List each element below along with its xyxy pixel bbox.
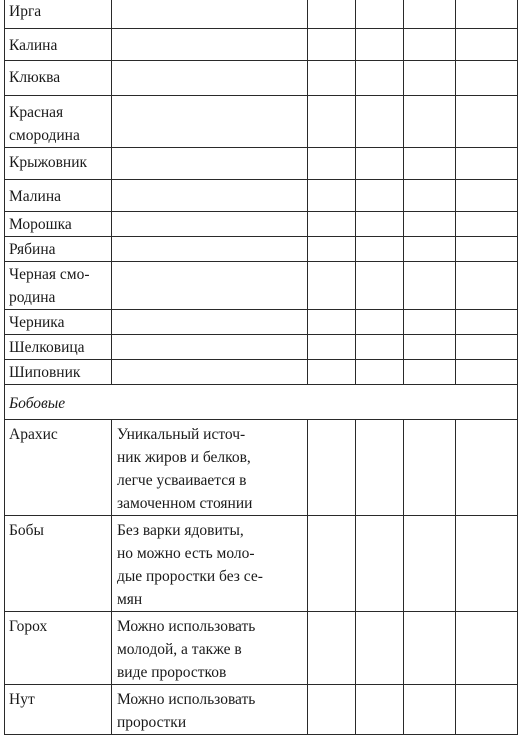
empty-cell (308, 360, 356, 385)
table-row (5, 420, 518, 516)
empty-cell (403, 516, 455, 612)
empty-cell (308, 310, 356, 335)
empty-cell (455, 237, 517, 262)
empty-cell (355, 262, 403, 310)
empty-cell (455, 212, 517, 237)
empty-cell (308, 148, 356, 180)
table-row (5, 612, 518, 685)
table-row (5, 148, 518, 180)
table-row (5, 516, 518, 612)
empty-cell (308, 420, 356, 516)
empty-cell (355, 212, 403, 237)
empty-cell (308, 335, 356, 360)
plant-note (111, 0, 307, 29)
empty-cell (455, 310, 517, 335)
empty-cell (455, 262, 517, 310)
empty-cell (403, 335, 455, 360)
plant-note (111, 61, 307, 96)
empty-cell (355, 29, 403, 61)
empty-cell (455, 180, 517, 212)
empty-cell (308, 685, 356, 735)
plant-note (111, 335, 307, 360)
empty-cell (455, 0, 517, 29)
plant-note (111, 180, 307, 212)
plant-note (111, 310, 307, 335)
table-row (5, 237, 518, 262)
plant-name: Шелковица (5, 335, 112, 360)
plant-note (111, 29, 307, 61)
table-row (5, 96, 518, 148)
empty-cell (308, 180, 356, 212)
empty-cell (455, 516, 517, 612)
empty-cell (355, 148, 403, 180)
empty-cell (455, 685, 517, 735)
table-row (5, 335, 518, 360)
plant-note (111, 237, 307, 262)
plant-name: Крыжовник (5, 148, 112, 180)
empty-cell (308, 237, 356, 262)
empty-cell (403, 0, 455, 29)
empty-cell (403, 61, 455, 96)
empty-cell (308, 61, 356, 96)
plant-name: Черника (5, 310, 112, 335)
empty-cell (355, 516, 403, 612)
empty-cell (355, 61, 403, 96)
empty-cell (403, 310, 455, 335)
empty-cell (308, 29, 356, 61)
section-title: Бобовые (5, 385, 518, 420)
empty-cell (403, 96, 455, 148)
plant-note: Без варки ядовиты, но можно есть моло- дые проростки без се- мян (111, 516, 307, 612)
empty-cell (355, 360, 403, 385)
plant-name: Морошка (5, 212, 112, 237)
table-row (5, 0, 518, 29)
plant-note: Можно использовать проростки (111, 685, 307, 735)
plant-name: Бобы (5, 516, 112, 612)
empty-cell (455, 61, 517, 96)
empty-cell (308, 262, 356, 310)
empty-cell (455, 148, 517, 180)
empty-cell (355, 180, 403, 212)
table-row (5, 180, 518, 212)
plant-name: Ирга (5, 0, 112, 29)
empty-cell (355, 685, 403, 735)
plant-name: Горох (5, 612, 112, 685)
empty-cell (455, 420, 517, 516)
empty-cell (308, 96, 356, 148)
plant-name: Черная смо- родина (5, 262, 112, 310)
plants-table (4, 0, 518, 735)
plant-name: Шиповник (5, 360, 112, 385)
empty-cell (355, 420, 403, 516)
empty-cell (403, 148, 455, 180)
plant-name: Клюква (5, 61, 112, 96)
table-row (5, 212, 518, 237)
table-row (5, 262, 518, 310)
plant-note (111, 360, 307, 385)
empty-cell (308, 516, 356, 612)
empty-cell (308, 612, 356, 685)
empty-cell (355, 237, 403, 262)
empty-cell (308, 0, 356, 29)
empty-cell (403, 420, 455, 516)
plant-note: Уникальный источ- ник жиров и белков, легче усваивается в замоченном стоянии (111, 420, 307, 516)
table-row (5, 685, 518, 735)
empty-cell (403, 360, 455, 385)
table-row (5, 29, 518, 61)
plant-note (111, 262, 307, 310)
empty-cell (403, 212, 455, 237)
empty-cell (455, 96, 517, 148)
plant-name: Нут (5, 685, 112, 735)
empty-cell (455, 612, 517, 685)
table-row (5, 61, 518, 96)
plant-note (111, 96, 307, 148)
empty-cell (403, 29, 455, 61)
empty-cell (355, 0, 403, 29)
empty-cell (308, 212, 356, 237)
empty-cell (455, 360, 517, 385)
plant-note (111, 148, 307, 180)
empty-cell (403, 262, 455, 310)
section-row (5, 385, 518, 420)
empty-cell (355, 612, 403, 685)
plant-note (111, 212, 307, 237)
plant-name: Малина (5, 180, 112, 212)
plant-name: Арахис (5, 420, 112, 516)
empty-cell (403, 237, 455, 262)
plant-name: Калина (5, 29, 112, 61)
empty-cell (403, 180, 455, 212)
empty-cell (355, 96, 403, 148)
empty-cell (455, 335, 517, 360)
plant-name: Рябина (5, 237, 112, 262)
empty-cell (403, 612, 455, 685)
empty-cell (355, 335, 403, 360)
plant-note: Можно использовать молодой, а также в виде проростков (111, 612, 307, 685)
empty-cell (455, 29, 517, 61)
table-row (5, 360, 518, 385)
plant-name: Красная смородина (5, 96, 112, 148)
empty-cell (355, 310, 403, 335)
table-row (5, 310, 518, 335)
empty-cell (403, 685, 455, 735)
